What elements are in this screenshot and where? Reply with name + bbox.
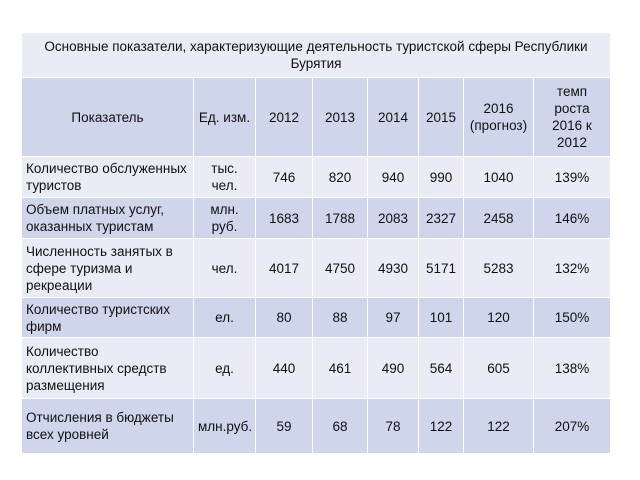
header-2012: 2012 — [256, 78, 313, 157]
cell-2012: 746 — [256, 157, 313, 198]
cell-growth: 146% — [534, 198, 611, 239]
cell-2013: 1788 — [313, 198, 368, 239]
table-row — [22, 338, 611, 399]
cell-2014: 4930 — [368, 239, 419, 298]
cell-growth: 138% — [534, 338, 611, 399]
cell-2014: 97 — [368, 298, 419, 338]
cell-2013: 820 — [313, 157, 368, 198]
row-unit: млн.руб. — [194, 399, 256, 454]
row-unit: чел. — [194, 239, 256, 298]
cell-2012: 4017 — [256, 239, 313, 298]
table-header-row — [22, 78, 611, 157]
cell-2015: 564 — [419, 338, 464, 399]
cell-2016: 120 — [464, 298, 534, 338]
row-unit: ел. — [194, 298, 256, 338]
header-growth-rate: темп роста 2016 к 2012 — [534, 78, 611, 157]
cell-2012: 1683 — [256, 198, 313, 239]
row-unit: ед. — [194, 338, 256, 399]
table-row — [22, 198, 611, 239]
cell-2014: 2083 — [368, 198, 419, 239]
cell-2016: 122 — [464, 399, 534, 454]
header-2014: 2014 — [368, 78, 419, 157]
cell-2015: 2327 — [419, 198, 464, 239]
cell-2013: 4750 — [313, 239, 368, 298]
row-unit: млн. руб. — [194, 198, 256, 239]
row-indicator: Количество обслуженных туристов — [22, 157, 194, 198]
header-unit: Ед. изм. — [194, 78, 256, 157]
cell-growth: 139% — [534, 157, 611, 198]
cell-2015: 122 — [419, 399, 464, 454]
header-2015: 2015 — [419, 78, 464, 157]
row-unit: тыс. чел. — [194, 157, 256, 198]
cell-2012: 440 — [256, 338, 313, 399]
table-row — [22, 239, 611, 298]
cell-2015: 101 — [419, 298, 464, 338]
row-indicator: Отчисления в бюджеты всех уровней — [22, 399, 194, 454]
cell-2016: 1040 — [464, 157, 534, 198]
cell-2014: 78 — [368, 399, 419, 454]
table-title-row — [22, 33, 611, 78]
cell-2015: 5171 — [419, 239, 464, 298]
row-indicator: Численность занятых в сфере туризма и рекреации — [22, 239, 194, 298]
header-indicator: Показатель — [22, 78, 194, 157]
table-row — [22, 399, 611, 454]
tourism-indicators-table — [21, 32, 611, 454]
cell-growth: 132% — [534, 239, 611, 298]
cell-2013: 461 — [313, 338, 368, 399]
cell-2012: 59 — [256, 399, 313, 454]
row-indicator: Количество туристских фирм — [22, 298, 194, 338]
cell-2014: 940 — [368, 157, 419, 198]
cell-2013: 88 — [313, 298, 368, 338]
table-row — [22, 157, 611, 198]
table-title: Основные показатели, характеризующие деятельность туристской сферы Республики Бурятия — [22, 33, 611, 78]
cell-2016: 2458 — [464, 198, 534, 239]
cell-growth: 150% — [534, 298, 611, 338]
cell-2015: 990 — [419, 157, 464, 198]
table-row — [22, 298, 611, 338]
cell-2016: 605 — [464, 338, 534, 399]
row-indicator: Объем платных услуг, оказанных туристам — [22, 198, 194, 239]
cell-2014: 490 — [368, 338, 419, 399]
row-indicator: Количество коллективных средств размещения — [22, 338, 194, 399]
header-2016-forecast: 2016 (прогноз) — [464, 78, 534, 157]
cell-2016: 5283 — [464, 239, 534, 298]
cell-growth: 207% — [534, 399, 611, 454]
cell-2012: 80 — [256, 298, 313, 338]
cell-2013: 68 — [313, 399, 368, 454]
header-2013: 2013 — [313, 78, 368, 157]
